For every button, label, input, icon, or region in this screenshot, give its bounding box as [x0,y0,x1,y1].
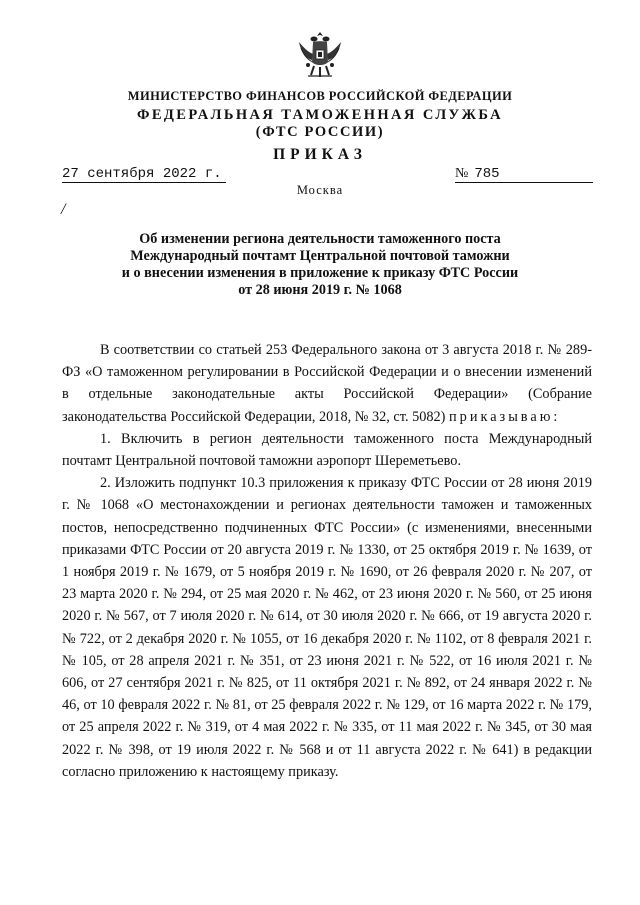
preamble-paragraph [62,339,592,428]
service-name: ФЕДЕРАЛЬНАЯ ТАМОЖЕННАЯ СЛУЖБА [136,107,503,123]
document-city: Москва [296,183,344,197]
title-line: Об изменении региона деятельности таможенного поста [139,231,501,247]
document-number-field [455,166,593,183]
document-title [70,231,570,299]
order-word: приказываю: [449,408,561,425]
title-line: Международный почтамт Центральной почтовой таможни [130,248,510,264]
margin-mark: / [61,201,66,218]
state-emblem-icon [295,28,345,84]
item-1-paragraph: 1. Включить в регион деятельности таможенного поста Международный почтамт Центральной почтовой таможни аэропорт Шереметьево. [62,430,592,470]
document-body [62,339,592,783]
number-sign: № [455,166,469,181]
document-type: ПРИКАЗ [273,146,367,163]
document-number: 785 [474,166,500,182]
title-line: от 28 июня 2019 г. № 1068 [238,282,402,298]
service-short-name: (ФТС РОССИИ) [255,124,385,140]
title-line: и о внесении изменения в приложение к приказу ФТС России [121,265,519,281]
ministry-name: МИНИСТЕРСТВО ФИНАНСОВ РОССИЙСКОЙ ФЕДЕРАЦИИ [127,89,513,103]
document-date: 27 сентября 2022 г. [62,166,226,183]
preamble-text: В соответствии со статьей 253 Федерального закона от 3 августа 2018 г. № 289-ФЗ «О таможенном регулировании в Российской Федерации и о внесении изменений в отдельные законодательные акты Российской Федерации» (Собрание законодательства Российской Федерации, 2018, № 32, ст. 5082) [62,342,592,425]
item-2-paragraph: 2. Изложить подпункт 10.3 приложения к приказу ФТС России от 28 июня 2019 г. № 1068 «О местонахождении и регионах деятельности таможен и таможенных постов, непосредственно подчиненных ФТС России» (с изменениями, внесенными приказами ФТС России от 20 августа 2019 г. № 1330, от 25 октября 2019 г. № 1639, от 1 ноября 2019 г. № 1679, от 5 ноября 2019 г. № 1690, от 26 февраля 2020 г. № 207, от 23 марта 2020 г. № 294, от 25 мая 2020 г. № 462, от 23 июня 2020 г. № 560, от 25 июня 2020 г. № 567, от 7 июля 2020 г. № 614, от 30 июля 2020 г. № 666, от 19 августа 2020 г. № 722, от 2 декабря 2020 г. № 1055, от 16 декабря 2020 г. № 1102, от 8 февраля 2021 г. № 105, от 28 апреля 2021 г. № 351, от 23 июня 2021 г. № 522, от 16 июля 2021 г. № 606, от 27 сентября 2021 г. № 825, от 11 октября 2021 г. № 892, от 24 января 2022 г. № 46, от 10 февраля 2022 г. № 81, от 25 февраля 2022 г. № 129, от 16 марта 2022 г. № 179, от 25 апреля 2022 г. № 319, от 4 мая 2022 г. № 335, от 11 мая 2022 г. № 345, от 30 мая 2022 г. № 398, от 19 июля 2022 г. № 568 и от 11 августа 2022 г. № 641) в редакции согласно приложению к настоящему приказу. [62,475,592,780]
